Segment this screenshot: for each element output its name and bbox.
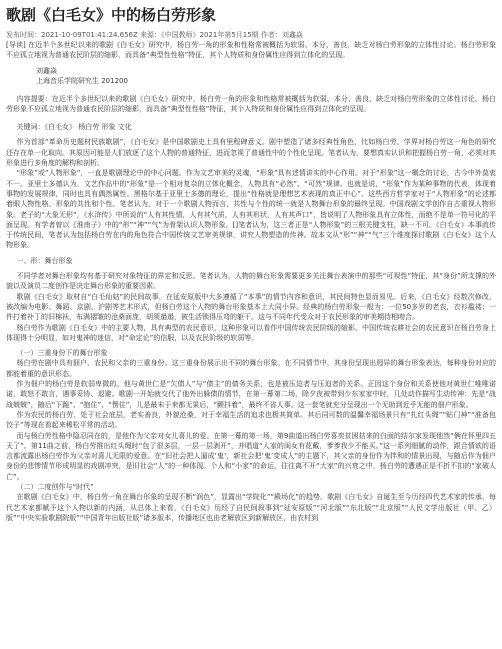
author-affiliation: 上海音乐学院研究生 201200 xyxy=(36,76,128,85)
body-paragraph: “形象”或“人物形象”，一直是歌剧理论中的中心问题。作为文艺审美的灵魂，“形象”具有述情讲实的中心作用。对于“形象”这一概念的讨论，古今中外莫衷不一。亚里士多德认为，文艺作品中的“形象”是一个相对复杂的立体化概念，人物具有“必然”、“可然”规律。也就是说，“形象”作为某种事物的代表，体现着事物的发展规律，同时也具有偶然属性。黑格尔基于亚里士多德的理论，提出“性格就是理想艺术表现的真正中心”。这些西方哲学家对于“人物形象”的论述都着眼人物性格、形象的共性和个性。笔者认为，对于一个歌剧人物而言，共性与个性的统一就是人物舞台形象的最终呈现。中国戏剧文学创作自古重视人物形象。老子的“大象无形”，《水浒传》中所说的“人有其性情，人有其气质，人有其形状，人有其声口”，皆说明了人物形象具有立体性，而绝不是单一符号化的平面呈现。有学者曾以《淮南子》中的“形”“神”“气”为骨架认识人物形象。[]笔者认为，这三者正是“人物形象”的三根关键支柱，缺一不可。《白毛女》本事流传于传统民间，笔者认为包括杨白劳在内的角色符合中国传统文艺审美规律，讲究人物塑造的传神。故本文从“形”“神”“气”三个维度探讨歌剧《白毛女》这个人物形象。 xyxy=(6,169,496,250)
body-paragraph: 而与杨白劳性格中隐忍同在的，是他作为父亲对女儿喜儿的爱。在第一幕的第一场，第9曲道出杨白劳喜奕贫困拮来的白面的结尔家发现他然“俩在怀里四五天了”。第11曲之前，杨白劳推出红头绳时“包了很多层，一层一层剥开”，并唱道“人家的闺女有花戴，爹爹我少不能买。”这一系列细腻的动作，跟合情欲的语言都流露出杨白劳作为父亲对喜儿无限的爱意。在“旧社会把人逼成‘鬼’，新社会把‘鬼’变成人”的主题下，其父亲的身份作为拌和的情景出现，与随后作为佃户身份的悲惨情节形成明显的戏剧冲突，是旧社会“人”的一种体现。个人和“小家”的命运，往往离不开“大家”的兴衰之中，杨白劳的遭遇正是不折不扣的“家破人亡”。 xyxy=(6,431,496,481)
subsection-heading: （一）三重身份下的舞台形象 xyxy=(16,349,108,358)
body-paragraph: 在歌剧《白毛女》中，杨白劳一角在舞台形象的呈现不断“润色”，显露出“学院化”“殿场化”的趋势。歌剧《白毛女》自诞生至今历经四代艺术家的传承，每代艺术家都赋予这个人物以新的内涵，从总体上来看，《白毛女》历经了自民间叙事到“延安原版”“河北版”“东北版”“北京版”“人民文学出版社（甲、乙）版”“中央实验歌剧院版”“中国青年出版社版”诸多版本，传播地区也由老解放区到新解放区，由农村到 xyxy=(6,493,496,522)
subsection-heading: （二）二度创作与“时代” xyxy=(16,482,94,491)
section-heading: 一、形：舞台形象 xyxy=(16,256,73,265)
body-paragraph: 杨白劳在剧中具有佃户、农民和父亲的三重身份。这三重身份展示出不同的舞台形象。在不同情节中，其身份呈现出迥异的舞台形象表达，每种身份对应的都能着重的意识形态。 xyxy=(6,359,496,378)
body-paragraph: 作为佃户的杨白劳是软弱卑微的。他与黄世仁是“欠债人”与“债主”的债务关系，也是被压迫者与压迫者的关系。正因这个身份和关系使他对黄世仁唯唯诺诺，敢怒不敢言，遇事妥协、退避。歌剧一开始就交代了他外出躲债的情节，在第一幕第二场，除夕夜被带到少东家家中时，几处动作描写生动传神：先是“战战兢兢”，随后“下跪”、“抱住”、“愣住”，儿是最末于来都无果后，“颤抖着”，最终不省人事。这一套笔就充分呈现出一个无助到近乎无能的佃户形象。 xyxy=(6,380,496,409)
meta-line: 发布时间：2021-10-09T01:41:24.656Z 来源：《中国教师》2021年第5月15期 作者：刘鑫焱 xyxy=(6,31,303,39)
body-paragraph: 作为首部“革命历史题材民族歌剧”，《白毛女》是中国歌剧史上具有里程碑意义。剧中塑造了诸多经典性角色，比如杨白劳，学界对杨白劳这一角色的研究还存在单一化取向。其原因可能是人们放逐了这个人物的普通特征，进而忽视了普通性中的个性化呈现。笔者认为，要想真实认识和把握杨白劳一角，必须对其形象进行多角度的解构和剖析。 xyxy=(6,138,496,168)
body-paragraph: 杨白劳作为歌剧《白毛女》中的主要人物，具有典型的农民意识，这种形象可以看作中国传统农民阶级的缩影。中国传统农耕社会的农民意识在杨白劳身上体现得十分明显，如对鬼神的迷信，对“命定论”的信服，以及农民阶级的软弱等。 xyxy=(6,323,496,342)
body-paragraph: 歌剧《白毛女》取材自“白毛仙姑”的民间故事，在延安原版中大多遵循了“本事”的情节内容和意识，其民间特色显而易见。后来，《白毛女》经数次修改，被改编为电影、舞蹈、京剧、沪剧等艺术形式，但杨白劳这个人物的舞台形象基本上大同小异。经典的杨白劳形象一般为：一位50多岁的老农，衣衫褴褛；一件打着补丁的旧棉袄，布满褶皱的沧桑面庞，胡须遢遢，被生活锁得压弯的躯干。这与不同年代受众对于农民形象的审美期待相吻合。 xyxy=(6,292,496,322)
author-name: 刘鑫焱 xyxy=(36,66,57,75)
abstract: 内容提要：在近半个多世纪以来的歌剧《白毛女》研究中，杨白劳一角的形象和性格常被概括为软弱、本分、善良，缺乏对杨白劳形象的立体性讨论。杨白劳形象不应孤立地视为普通农民阶层的缩影，而具备“典型性性格”特征，其个人特质和身份属性应得到立体化的呈现。 xyxy=(6,94,496,113)
body-paragraph: 不同学者对舞台形象均有基于研究对象特征的界定和反思。笔者认为，人物的舞台形象需要更多关注舞台表演中的那些“可视性”特征，其“身份”所支撑的外貌以及演员二度创作是决定舞台形象的重要因素。 xyxy=(6,272,496,291)
page-title: 歌剧《白毛女》中的杨白劳形象 xyxy=(6,6,217,24)
body-paragraph: 作为农民的杨白劳，处于社会底层，老实善良，外貌沧桑，对于幸福生活的追求也极其简单。其后同可数的温馨幸福场景只有“扎红头绳”“贴门神”“准备包饺子”等现在看起来稀松平常的活动。 xyxy=(6,410,496,430)
keywords: 关键词：《白毛女》 杨白劳 形象 文化 xyxy=(16,123,132,132)
article-summary: [导读] 在近半个多世纪以来的歌剧《白毛女》研究中，杨白劳一角的形象和性格常被概括为软弱、本分、善良，缺乏对杨白劳形象的立体性讨论。杨白劳形象不应孤立地视为普通农民阶层的缩影，而具备“典型性性格”特征，其个人特质和身份属性应得到立体化的呈现。 xyxy=(6,41,496,60)
